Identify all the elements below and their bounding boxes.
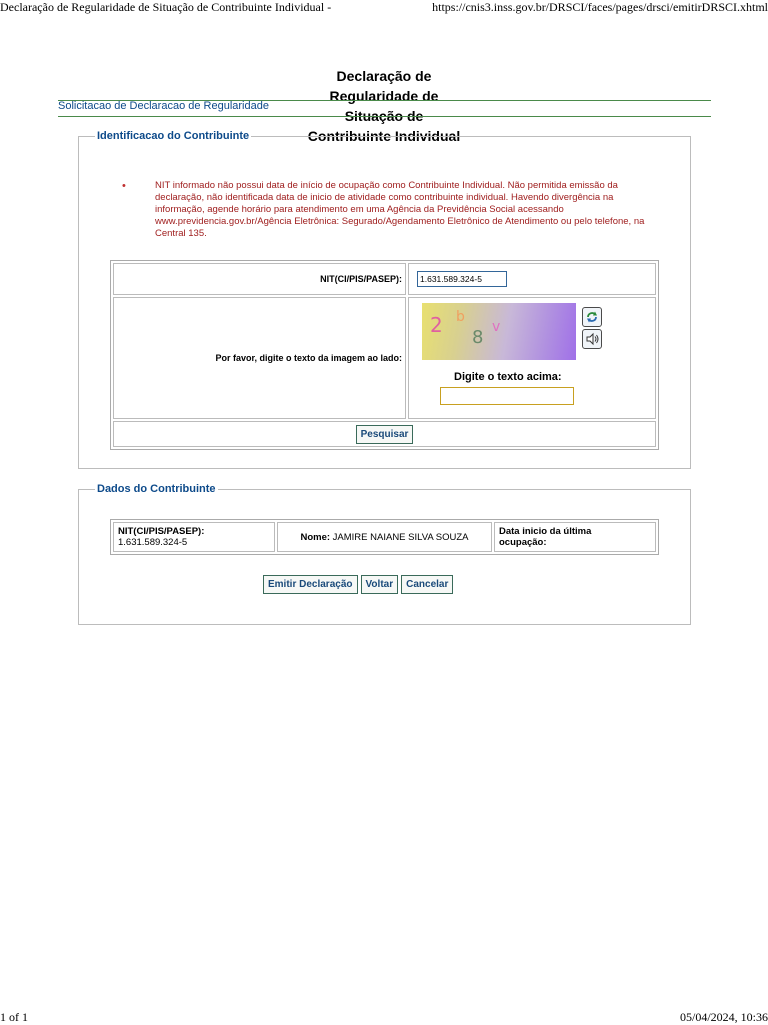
refresh-icon — [585, 310, 599, 324]
emit-declaration-button[interactable]: Emitir Declaração — [263, 575, 358, 594]
captcha-label: Por favor, digite o texto da imagem ao lado: — [113, 297, 406, 419]
back-button[interactable]: Voltar — [361, 575, 399, 594]
contribuinte-data-table — [110, 519, 659, 555]
page-title-line: Situação de — [344, 108, 424, 124]
section-rule-bottom — [58, 116, 711, 117]
cancel-button[interactable]: Cancelar — [401, 575, 453, 594]
dados-name-value: JAMIRE NAIANE SILVA SOUZA — [332, 531, 469, 543]
dados-nit-cell — [113, 522, 275, 552]
dados-date-cell — [494, 522, 656, 552]
captcha-char: b — [456, 309, 465, 325]
error-message: • NIT informado não possui data de início de ocupação como Contribuinte Individual. Não permitida emissão da declaração, não identificada data de inicio de atividade como contribuinte individual. Havendo divergência na informação, agende horário para atendimento em uma Agência da Previdência Social acessando www.previdencia.gov.br/Agência Eletrônica: Segurado/Agendamento Eletrônico de Atendimento ou pelo telefone, na Central 135. — [120, 180, 665, 240]
captcha-image — [422, 303, 576, 360]
search-button[interactable]: Pesquisar — [356, 425, 414, 444]
print-datetime: 05/04/2024, 10:36 — [679, 1010, 768, 1024]
dados-nit-value: 1.631.589.324-5 — [118, 537, 188, 548]
captcha-char: v — [492, 319, 501, 335]
nit-input[interactable] — [417, 271, 507, 287]
dados-nit-label: NIT(CI/PIS/PASEP): — [118, 526, 205, 537]
captcha-area — [410, 299, 654, 417]
page-title-line: Contribuinte Individual — [307, 128, 461, 144]
page-title-line: Regularidade de — [329, 88, 439, 104]
section-title: Solicitacao de Declaracao de Regularidade — [58, 100, 269, 112]
captcha-char: 8 — [472, 327, 484, 348]
page-title-line: Declaração de — [336, 68, 432, 84]
captcha-cell — [408, 297, 656, 419]
speaker-icon — [585, 332, 599, 346]
dados-legend: Dados do Contribuinte — [97, 483, 216, 495]
audio-captcha-icon[interactable] — [582, 329, 602, 349]
identificacao-legend: Identificacao do Contribuinte — [97, 130, 250, 142]
nit-cell — [408, 263, 656, 295]
search-form-table — [110, 260, 659, 450]
dados-name-label: Nome: — [300, 531, 331, 543]
print-page-title: Declaração de Regularidade de Situação de Contribuinte Individual - — [0, 0, 332, 14]
nit-label: NIT(CI/PIS/PASEP): — [113, 263, 406, 295]
dados-date-label: Data inicio da última ocupação: — [499, 526, 592, 548]
error-message-list — [120, 180, 665, 240]
dados-name-cell — [277, 522, 492, 552]
captcha-char: 2 — [430, 313, 443, 337]
print-url: https://cnis3.inss.gov.br/DRSCI/faces/pages/drsci/emitirDRSCI.xhtml — [432, 0, 768, 14]
search-button-cell — [113, 421, 656, 447]
captcha-input[interactable] — [440, 387, 574, 405]
refresh-captcha-icon[interactable] — [582, 307, 602, 327]
print-page-count: 1 of 1 — [0, 1010, 28, 1024]
captcha-prompt: Digite o texto acima: — [454, 371, 562, 383]
action-buttons — [263, 574, 456, 594]
